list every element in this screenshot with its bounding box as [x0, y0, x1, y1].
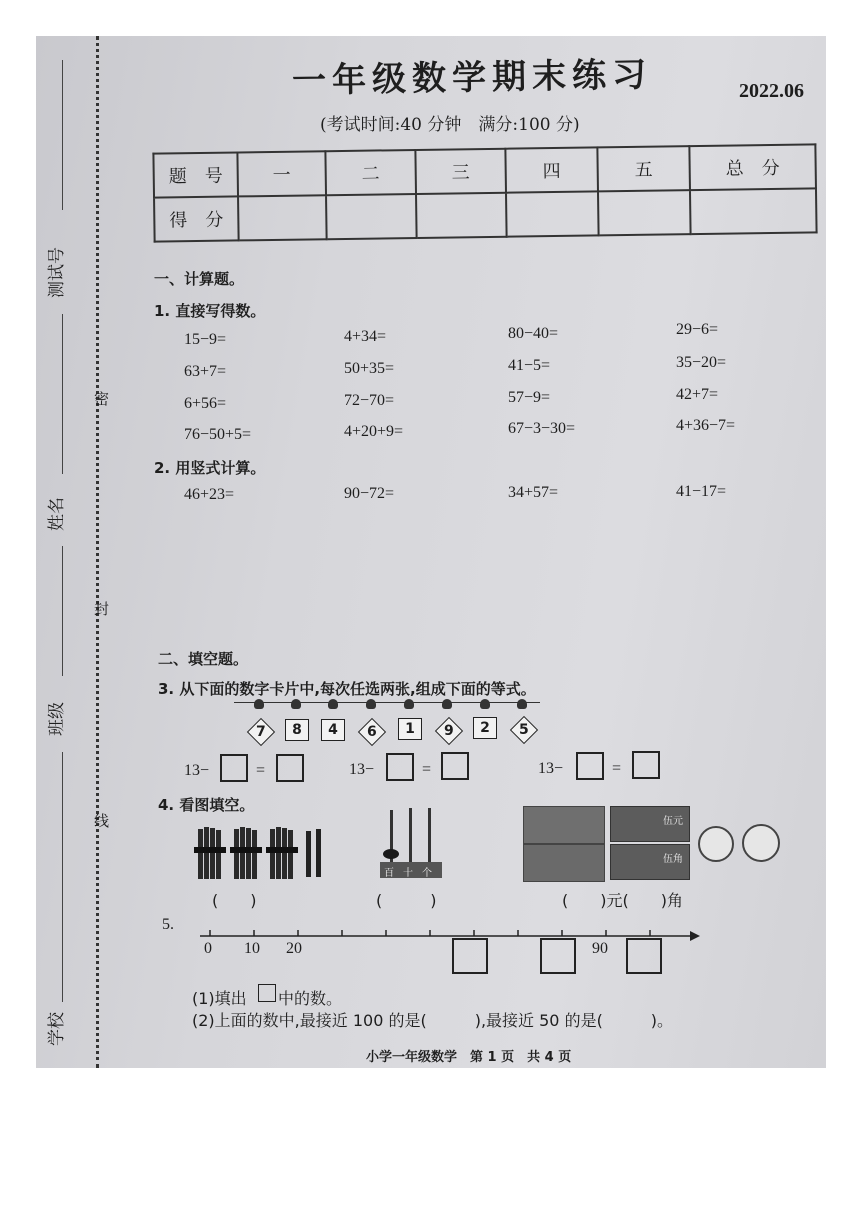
page-footer: 小学一年级数学 第 1 页 共 4 页: [366, 1050, 572, 1065]
number-line-tick-label: 90: [592, 940, 608, 957]
score-cell[interactable]: [416, 193, 507, 238]
number-line-answer-box[interactable]: [626, 938, 662, 974]
banknote-label: 伍元: [663, 816, 683, 827]
problem: 80−40=: [508, 325, 559, 342]
stick-bundle-icon: [266, 827, 298, 879]
q5-number: 5.: [162, 916, 174, 933]
exam-date: 2022.06: [739, 80, 804, 102]
stick-bundle-icon: [194, 827, 226, 879]
number-card: [510, 716, 538, 744]
name-label: 姓名: [47, 497, 67, 531]
coin-icon: [742, 824, 780, 862]
answer-box[interactable]: [632, 751, 660, 779]
test-number-label: 测试号: [47, 247, 67, 298]
coin-icon: [698, 826, 734, 862]
clip-icon: [254, 699, 264, 709]
number-card: [435, 717, 463, 745]
score-header-cell: 总 分: [689, 144, 816, 190]
sticks-answer-blank[interactable]: ( ): [212, 891, 257, 910]
school-label: 学校: [47, 1012, 67, 1046]
banknote-yuan-icon: [523, 844, 605, 882]
money-answer-blank[interactable]: ( )元( )角: [562, 891, 683, 910]
vertical-problem: 41−17=: [676, 483, 727, 500]
problem: 4+36−7=: [676, 417, 736, 434]
equation-lhs: 13−: [538, 760, 564, 777]
binding-dotted-line: [96, 36, 99, 1068]
number-card-value: 9: [444, 723, 454, 739]
score-table-score-row: [154, 188, 817, 241]
problem: 6+56=: [184, 395, 227, 412]
abacus-answer-blank[interactable]: ( ): [376, 891, 437, 910]
score-cell[interactable]: [598, 190, 691, 235]
q1-title: 1. 直接写得数。: [154, 302, 266, 320]
stick-bundle-icon: [230, 827, 262, 879]
clip-icon: [366, 699, 376, 709]
score-row-label: 得 分: [154, 196, 239, 241]
abacus-place-label: 十: [403, 868, 413, 879]
fill-line: [62, 314, 63, 474]
exam-paper: [36, 36, 826, 1068]
answer-box[interactable]: [386, 753, 414, 781]
banknote-label: 伍角: [663, 854, 683, 865]
score-header-cell: 五: [597, 146, 690, 191]
banknote-yuan-icon: [523, 806, 605, 844]
answer-box[interactable]: [441, 752, 469, 780]
number-card: [247, 718, 275, 746]
q5-sub1-tail: 中的数。: [278, 989, 343, 1008]
number-line-answer-box[interactable]: [452, 938, 488, 974]
problem: 50+35=: [344, 360, 395, 377]
abacus-place-label: 百: [384, 868, 394, 879]
q4-title: 4. 看图填空。: [158, 796, 255, 814]
section1-heading: 一、计算题。: [154, 270, 245, 288]
number-card: 2: [473, 717, 497, 739]
vertical-problem: 46+23=: [184, 486, 235, 503]
score-table: [152, 143, 817, 242]
number-card: 8: [285, 719, 309, 741]
answer-box[interactable]: [276, 754, 304, 782]
number-card-value: 7: [256, 724, 266, 740]
q3-title: 3. 从下面的数字卡片中,每次任选两张,组成下面的等式。: [158, 680, 536, 698]
number-line-answer-box[interactable]: [540, 938, 576, 974]
score-header-cell: 二: [325, 150, 416, 195]
score-header-cell: 四: [505, 147, 598, 192]
problem: 35−20=: [676, 354, 727, 371]
equation-lhs: 13−: [349, 761, 375, 778]
q5-sub1-text: (1)填出: [192, 989, 247, 1008]
problem: 72−70=: [344, 392, 395, 409]
number-card-value: 6: [367, 724, 377, 740]
score-cell[interactable]: [238, 195, 327, 240]
page-title: 一年级数学期末练习: [291, 54, 653, 102]
seal-char-xian: 线: [94, 812, 110, 830]
number-card: [358, 718, 386, 746]
problem: 76−50+5=: [184, 426, 252, 443]
fill-line: [62, 60, 63, 210]
score-cell[interactable]: [690, 188, 817, 234]
problem: 57−9=: [508, 389, 551, 406]
abacus-bead-icon: [383, 849, 399, 859]
problem: 15−9=: [184, 331, 227, 348]
arrow-icon: [690, 931, 700, 941]
score-header-cell: 一: [237, 151, 326, 196]
fill-line: [62, 546, 63, 676]
problem: 41−5=: [508, 357, 551, 374]
class-label: 班级: [47, 702, 67, 736]
seal-char-mi: 密: [94, 390, 110, 408]
card-string: [234, 702, 540, 703]
clip-icon: [517, 699, 527, 709]
exam-subtitle: (考试时间:40 分钟 满分:100 分): [320, 115, 580, 135]
fill-line: [62, 752, 63, 1002]
score-cell[interactable]: [506, 191, 599, 236]
answer-box[interactable]: [576, 752, 604, 780]
clip-icon: [442, 699, 452, 709]
q5-sub2-text[interactable]: (2)上面的数中,最接近 100 的是( ),最接近 50 的是( )。: [192, 1011, 674, 1030]
number-card: 1: [398, 718, 422, 740]
number-line-tick-label: 10: [244, 940, 260, 957]
clip-icon: [404, 699, 414, 709]
vertical-problem: 34+57=: [508, 484, 559, 501]
problem: 4+20+9=: [344, 423, 404, 440]
square-icon: [258, 984, 276, 1002]
score-header-cell: 三: [415, 149, 506, 194]
seal-char-feng: 封: [94, 600, 110, 618]
single-stick-icon: [316, 829, 321, 877]
q2-title: 2. 用竖式计算。: [154, 459, 266, 477]
section2-heading: 二、填空题。: [158, 650, 249, 668]
number-line-tick-label: 0: [204, 940, 212, 957]
problem: 42+7=: [676, 386, 719, 403]
equation-sign: =: [256, 762, 266, 779]
answer-box[interactable]: [220, 754, 248, 782]
score-header-cell: 题 号: [153, 152, 238, 197]
number-card: 4: [321, 719, 345, 741]
score-cell[interactable]: [326, 194, 417, 239]
stick-bundles-picture: [186, 821, 336, 886]
clip-icon: [291, 699, 301, 709]
equation-lhs: 13−: [184, 762, 210, 779]
equation-sign: =: [612, 760, 622, 777]
clip-icon: [328, 699, 338, 709]
problem: 67−3−30=: [508, 420, 576, 437]
problem: 29−6=: [676, 321, 719, 338]
abacus-place-label: 个: [422, 868, 432, 879]
problem: 63+7=: [184, 363, 227, 380]
vertical-problem: 90−72=: [344, 485, 395, 502]
problem: 4+34=: [344, 328, 387, 345]
number-line-tick-label: 20: [286, 940, 302, 957]
equation-sign: =: [422, 761, 432, 778]
clip-icon: [480, 699, 490, 709]
single-stick-icon: [306, 831, 311, 877]
number-card-value: 5: [519, 722, 529, 738]
